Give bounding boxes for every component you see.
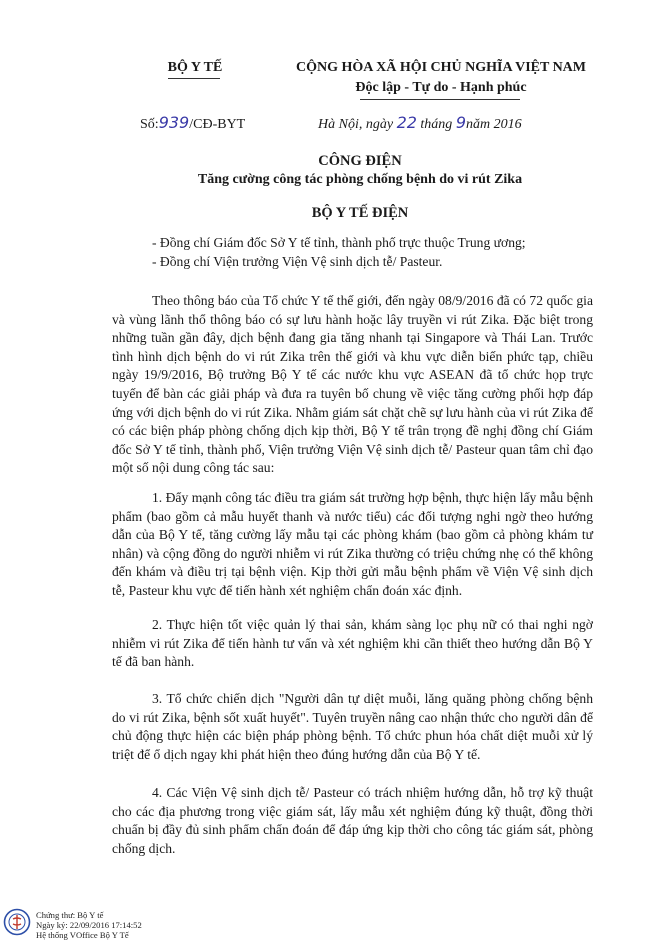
date-suffix: năm 2016 bbox=[466, 117, 522, 132]
recipient-1: - Đồng chí Giám đốc Sở Y tế tỉnh, thành phố trực thuộc Trung ương; bbox=[152, 235, 526, 250]
issuer-line: BỘ Y TẾ ĐIỆN bbox=[311, 205, 409, 221]
date-prefix: Hà Nội, ngày bbox=[318, 117, 394, 132]
paragraph-item-4: 4. Các Viện Vệ sinh dịch tễ/ Pasteur có trách nhiệm hướng dẫn, hỗ trợ kỹ thuật cho các địa phương trong việc giám sát, lấy mẫu xét nghiệm đúng kỹ thuật, đồng thời chuẩn bị đầy đủ sinh phẩm chẩn đoán để đáp ứng kịp thời cho công tác giám sát, phòng chống dịch. bbox=[112, 785, 593, 856]
handwritten-number: 939 bbox=[158, 113, 190, 132]
signature-certificate: Chứng thư: Bộ Y tế bbox=[36, 910, 104, 920]
document-date bbox=[318, 113, 522, 133]
document-type: CÔNG ĐIỆN bbox=[318, 153, 402, 169]
motto-underline bbox=[360, 99, 520, 100]
paragraph-item-2: 2. Thực hiện tốt việc quản lý thai sản, khám sàng lọc phụ nữ có thai nghi ngờ nhiễm vi rút Zika để tiến hành tư vấn và xét nghiệm khi cần thiết theo hướng dẫn Bộ Y tế đã ban hành. bbox=[112, 617, 593, 670]
handwritten-day: 22 bbox=[396, 113, 417, 132]
ministry-name: BỘ Y TẾ bbox=[167, 60, 223, 75]
paragraph-intro: Theo thông báo của Tổ chức Y tế thế giới, đến ngày 08/9/2016 đã có 72 quốc gia và vùng lãnh thổ thông báo có sự lưu hành hoặc lây truyền vi rút Zika. Đặc biệt trong những tuần gần đây, dịch bệnh đang gia tăng nhanh tại Singapore và Thái Lan. Trước tình hình dịch bệnh do vi rút Zika trên thế giới và khu vực diễn biến phức tạp, chiều ngày 19/9/2016, Bộ trưởng Bộ Y tế các nước khu vực ASEAN đã tổ chức họp trực tuyến để bàn các giải pháp và đưa ra tuyên bố chung về việc tăng cường phối hợp đáp ứng với dịch bệnh do vi rút Zika. Nhằm giám sát chặt chẽ sự lưu hành của vi rút Zika để có các biện pháp phòng chống dịch kịp thời, Bộ Y tế trân trọng đề nghị đồng chí Giám đốc Sở Y tế tỉnh, thành phố, Viện trưởng Viện Vệ sinh dịch tễ/ Pasteur quan tâm chỉ đạo một số nội dung công tác sau: bbox=[112, 293, 593, 476]
signature-date: Ngày ký: 22/09/2016 17:14:52 bbox=[36, 920, 142, 930]
national-motto: Độc lập - Tự do - Hạnh phúc bbox=[355, 80, 527, 95]
number-suffix: /CĐ-BYT bbox=[189, 117, 246, 132]
paragraph-item-3: 3. Tổ chức chiến dịch "Người dân tự diệt muỗi, lăng quăng phòng chống bệnh do vi rút Zika, bệnh sốt xuất huyết". Tuyên truyền nâng cao nhận thức cho người dân để chủ động thực hiện các biện pháp phòng bệnh. Tổ chức phun hóa chất diệt muỗi xử lý triệt để ổ dịch ngay khi phát hiện theo đúng hướng dẫn của Bộ Y tế. bbox=[112, 691, 593, 762]
signature-system: Hệ thống VOffice Bộ Y Tế bbox=[36, 930, 129, 940]
ministry-seal-icon bbox=[3, 908, 31, 936]
document-number bbox=[140, 113, 245, 133]
handwritten-month: 9 bbox=[455, 113, 466, 132]
ministry-underline bbox=[168, 78, 220, 79]
paragraph-item-1: 1. Đẩy mạnh công tác điều tra giám sát trường hợp bệnh, thực hiện lấy mẫu bệnh phẩm (bao gồm cả mẫu huyết thanh và nước tiểu) các đối tượng nghi ngờ theo hướng dẫn của Bộ Y tế, tăng cường lấy mẫu tại các phòng khám (bao gồm cả phòng khám tư nhân) và cộng đồng do người nhiễm vi rút Zika thường có triệu chứng nhẹ có thể không đến khám và điều trị tại bệnh viện. Kịp thời gửi mẫu bệnh phẩm về Viện Vệ sinh dịch tễ, Pasteur khu vực để tiến hành xét nghiệm chẩn đoán xác định. bbox=[112, 490, 593, 598]
nation-name: CỘNG HÒA XÃ HỘI CHỦ NGHĨA VIỆT NAM bbox=[295, 60, 586, 75]
document-subject: Tăng cường công tác phòng chống bệnh do vi rút Zika bbox=[197, 172, 523, 187]
number-prefix: Số: bbox=[140, 117, 159, 132]
recipient-2: - Đồng chí Viện trưởng Viện Vệ sinh dịch tễ/ Pasteur. bbox=[152, 254, 443, 269]
date-month-label: tháng bbox=[420, 117, 453, 132]
